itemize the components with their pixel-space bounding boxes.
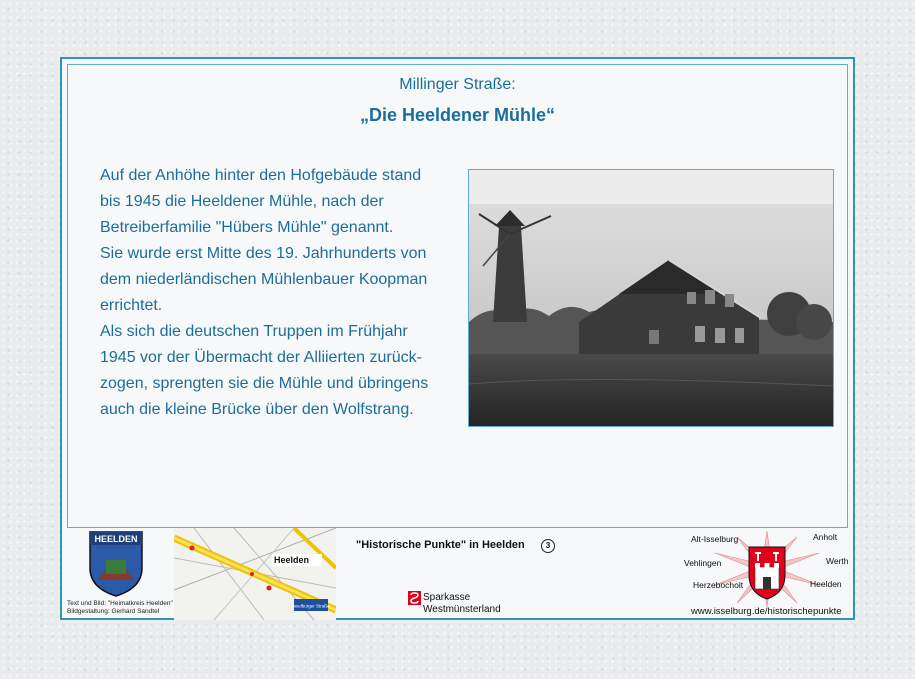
map-street-box: Isselburger Straße bbox=[292, 603, 330, 609]
location-map[interactable] bbox=[174, 528, 336, 620]
page-title: „Die Heeldener Mühle“ bbox=[359, 105, 556, 125]
design-credit: Bildgestaltung: Gerhard Sandtel bbox=[67, 608, 160, 615]
town-alt-isselburg: Alt-Isselburg bbox=[691, 534, 739, 544]
map-town-label: Heelden bbox=[274, 555, 310, 565]
historic-photo bbox=[468, 169, 834, 427]
website-url[interactable]: www.isselburg.de/historischepunkte bbox=[691, 606, 842, 617]
town-anholt: Anholt bbox=[813, 532, 838, 542]
credit-text: Text und Bild: "Heimatkreis Heelden" bbox=[67, 600, 173, 607]
heelden-crest-icon bbox=[88, 530, 144, 598]
sponsor-line-1: Sparkasse bbox=[423, 592, 471, 603]
windmill-farmhouse-photo bbox=[469, 204, 833, 426]
sponsor-name bbox=[423, 592, 501, 616]
footer-bar bbox=[62, 528, 853, 618]
town-herzebocholt: Herzebocholt bbox=[693, 580, 744, 590]
series-number-badge: 3 bbox=[541, 539, 555, 553]
sparkasse-logo-icon bbox=[408, 591, 421, 605]
location-subtitle: Millinger Straße: bbox=[399, 76, 516, 93]
crest-label: HEELDEN bbox=[94, 534, 138, 544]
info-board bbox=[60, 57, 855, 620]
town-werth: Werth bbox=[826, 556, 849, 566]
series-label: "Historische Punkte" in Heelden bbox=[356, 539, 525, 551]
town-vehlingen: Vehlingen bbox=[684, 558, 722, 568]
history-text: Auf der Anhöhe hinter den Hofgebäude stand bis 1945 die Heeldener Mühle, nach der Betreiberfamilie "Hübers Mühle" genannt. Sie wurde erst Mitte des 19. Jahrhunderts von dem niederländischen Mühlenbauer Koopman errichtet. Als sich die deutschen Truppen im Frühjahr 1945 vor der Übermacht der Alliierten zurück- zogen, sprengten sie die Mühle und übringens auch die kleine Brücke über den Wolfstrang. bbox=[100, 167, 429, 418]
town-heelden: Heelden bbox=[810, 579, 842, 589]
content-frame bbox=[67, 64, 848, 528]
sponsor-line-2: Westmünsterland bbox=[423, 604, 501, 615]
